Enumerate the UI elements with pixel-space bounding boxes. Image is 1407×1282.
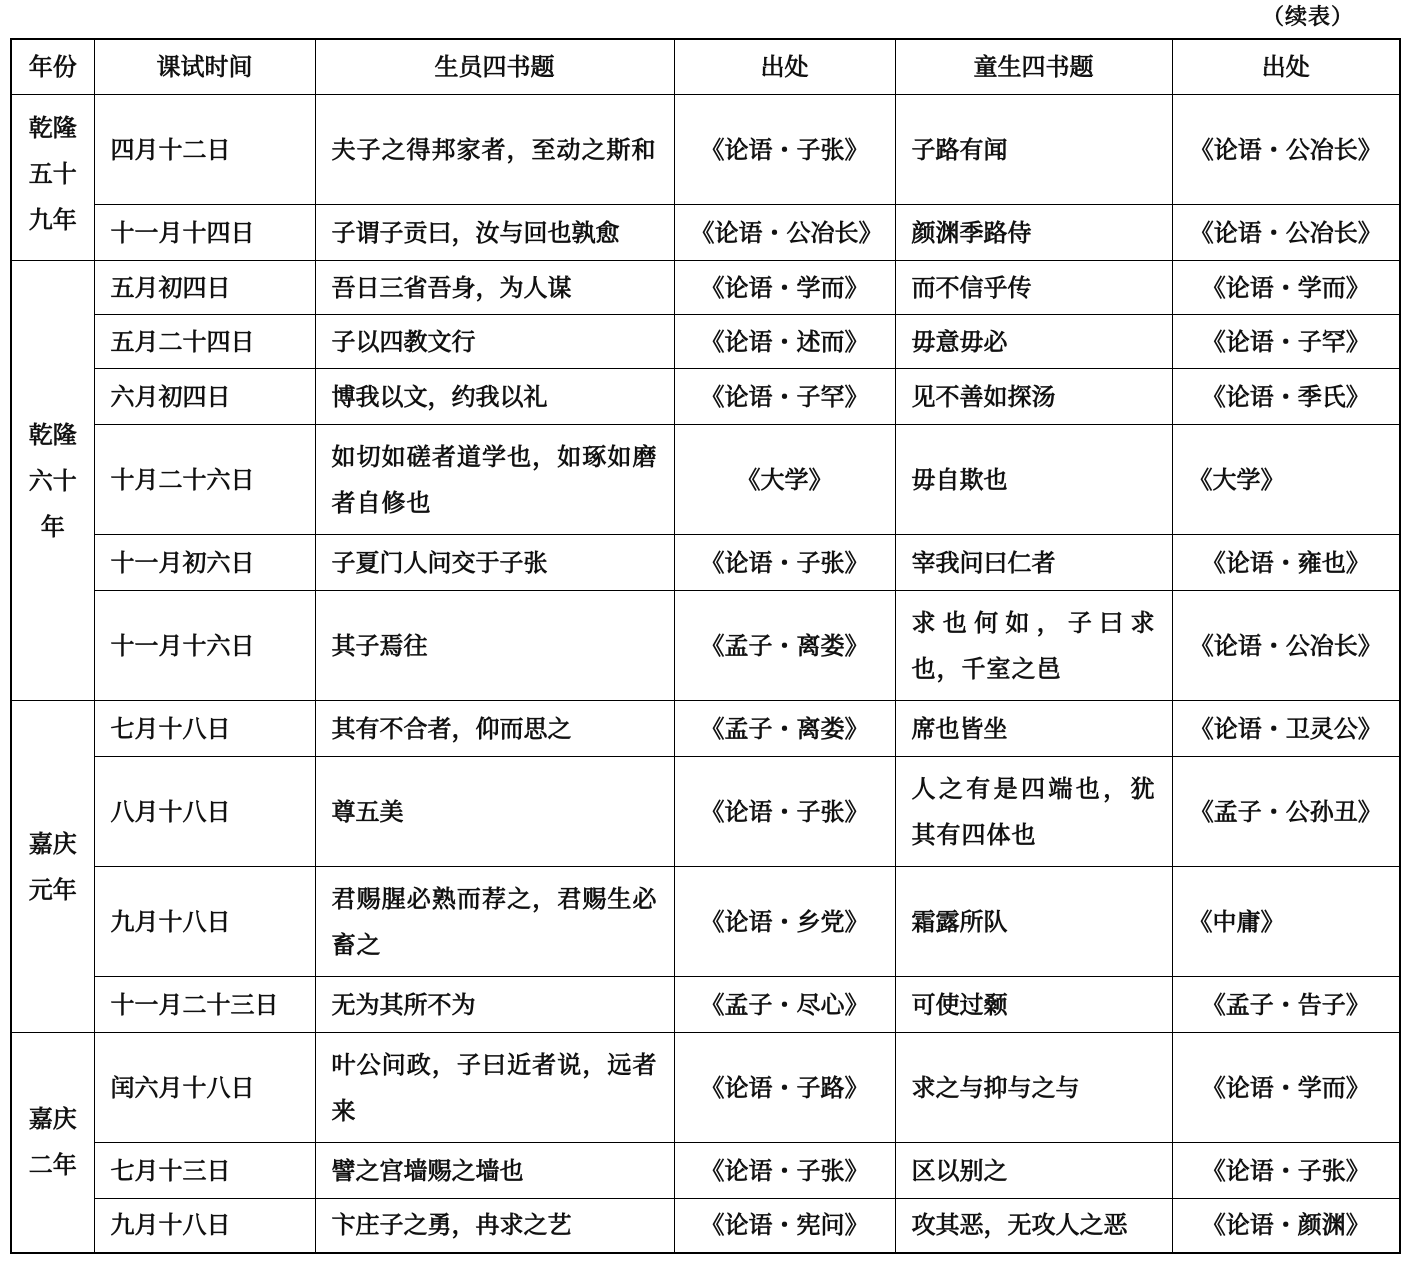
year-cell: 嘉庆元年 bbox=[11, 701, 94, 1033]
source-cell: 《论语・公冶长》 bbox=[1172, 205, 1400, 261]
tongsheng-topic-cell: 毋自欺也 bbox=[895, 425, 1172, 535]
date-cell: 六月初四日 bbox=[94, 369, 315, 425]
shengyuan-topic-cell: 卞庄子之勇，冉求之艺 bbox=[315, 1199, 674, 1253]
table-row bbox=[11, 701, 1400, 757]
source-cell: 《论语・子张》 bbox=[674, 757, 895, 867]
table-row bbox=[11, 261, 1400, 315]
tongsheng-topic-cell: 子路有闻 bbox=[895, 95, 1172, 205]
continued-label: （续表） bbox=[1262, 4, 1355, 30]
source-cell: 《论语・公冶长》 bbox=[674, 205, 895, 261]
source-cell: 《中庸》 bbox=[1172, 867, 1400, 977]
table-row bbox=[11, 425, 1400, 535]
shengyuan-topic-cell: 其子焉往 bbox=[315, 591, 674, 701]
year-cell: 嘉庆二年 bbox=[11, 1033, 94, 1253]
tongsheng-topic-cell: 而不信乎传 bbox=[895, 261, 1172, 315]
tongsheng-topic-cell: 求也何如，子曰求也，千室之邑 bbox=[895, 591, 1172, 701]
exam-topics-table bbox=[10, 38, 1401, 1254]
source-cell: 《论语・雍也》 bbox=[1172, 535, 1400, 591]
table-row bbox=[11, 369, 1400, 425]
source-cell: 《论语・子罕》 bbox=[1172, 315, 1400, 369]
year-cell: 乾隆五十九年 bbox=[11, 95, 94, 261]
tongsheng-topic-cell: 颜渊季路侍 bbox=[895, 205, 1172, 261]
shengyuan-topic-cell: 无为其所不为 bbox=[315, 977, 674, 1033]
source-cell: 《论语・颜渊》 bbox=[1172, 1199, 1400, 1253]
tongsheng-topic-cell: 宰我问曰仁者 bbox=[895, 535, 1172, 591]
tongsheng-topic-cell: 可使过颡 bbox=[895, 977, 1172, 1033]
year-cell: 乾隆六十年 bbox=[11, 261, 94, 701]
source-cell: 《论语・学而》 bbox=[1172, 261, 1400, 315]
source-cell: 《论语・卫灵公》 bbox=[1172, 701, 1400, 757]
shengyuan-topic-cell: 子夏门人问交于子张 bbox=[315, 535, 674, 591]
shengyuan-topic-cell: 博我以文，约我以礼 bbox=[315, 369, 674, 425]
source-cell: 《论语・宪问》 bbox=[674, 1199, 895, 1253]
source-cell: 《孟子・尽心》 bbox=[674, 977, 895, 1033]
source-cell: 《论语・公冶长》 bbox=[1172, 591, 1400, 701]
shengyuan-topic-cell: 子以四教文行 bbox=[315, 315, 674, 369]
date-cell: 五月二十四日 bbox=[94, 315, 315, 369]
shengyuan-topic-cell: 吾日三省吾身，为人谋 bbox=[315, 261, 674, 315]
table-row bbox=[11, 977, 1400, 1033]
date-cell: 九月十八日 bbox=[94, 867, 315, 977]
source-cell: 《论语・公冶长》 bbox=[1172, 95, 1400, 205]
source-cell: 《论语・述而》 bbox=[674, 315, 895, 369]
table-row bbox=[11, 867, 1400, 977]
shengyuan-topic-cell: 叶公问政，子曰近者说，远者来 bbox=[315, 1033, 674, 1143]
tongsheng-topic-cell: 人之有是四端也，犹其有四体也 bbox=[895, 757, 1172, 867]
tongsheng-topic-cell: 席也皆坐 bbox=[895, 701, 1172, 757]
shengyuan-topic-cell: 尊五美 bbox=[315, 757, 674, 867]
date-cell: 闰六月十八日 bbox=[94, 1033, 315, 1143]
header-source: 出处 bbox=[674, 39, 895, 95]
tongsheng-topic-cell: 求之与抑与之与 bbox=[895, 1033, 1172, 1143]
table-row bbox=[11, 1199, 1400, 1253]
source-cell: 《论语・子张》 bbox=[674, 1143, 895, 1199]
date-cell: 五月初四日 bbox=[94, 261, 315, 315]
shengyuan-topic-cell: 譬之宫墙赐之墙也 bbox=[315, 1143, 674, 1199]
source-cell: 《论语・子张》 bbox=[674, 535, 895, 591]
date-cell: 十一月十四日 bbox=[94, 205, 315, 261]
shengyuan-topic-cell: 君赐腥必熟而荐之，君赐生必畜之 bbox=[315, 867, 674, 977]
shengyuan-topic-cell: 其有不合者，仰而思之 bbox=[315, 701, 674, 757]
date-cell: 七月十三日 bbox=[94, 1143, 315, 1199]
header-shengyuan-topic: 生员四书题 bbox=[315, 39, 674, 95]
shengyuan-topic-cell: 如切如磋者道学也，如琢如磨者自修也 bbox=[315, 425, 674, 535]
source-cell: 《论语・季氏》 bbox=[1172, 369, 1400, 425]
source-cell: 《论语・子张》 bbox=[674, 95, 895, 205]
source-cell: 《论语・子路》 bbox=[674, 1033, 895, 1143]
source-cell: 《论语・子罕》 bbox=[674, 369, 895, 425]
tongsheng-topic-cell: 毋意毋必 bbox=[895, 315, 1172, 369]
date-cell: 八月十八日 bbox=[94, 757, 315, 867]
date-cell: 九月十八日 bbox=[94, 1199, 315, 1253]
tongsheng-topic-cell: 见不善如探汤 bbox=[895, 369, 1172, 425]
source-cell: 《孟子・离娄》 bbox=[674, 591, 895, 701]
table-row bbox=[11, 535, 1400, 591]
header-year: 年份 bbox=[11, 39, 94, 95]
table-row bbox=[11, 205, 1400, 261]
source-cell: 《论语・乡党》 bbox=[674, 867, 895, 977]
header-tongsheng-topic: 童生四书题 bbox=[895, 39, 1172, 95]
table-row bbox=[11, 95, 1400, 205]
table-row bbox=[11, 315, 1400, 369]
source-cell: 《论语・学而》 bbox=[674, 261, 895, 315]
table-row bbox=[11, 757, 1400, 867]
tongsheng-topic-cell: 区以别之 bbox=[895, 1143, 1172, 1199]
table-row bbox=[11, 591, 1400, 701]
date-cell: 十一月二十三日 bbox=[94, 977, 315, 1033]
source-cell: 《孟子・离娄》 bbox=[674, 701, 895, 757]
source-cell: 《论语・子张》 bbox=[1172, 1143, 1400, 1199]
source-cell: 《论语・学而》 bbox=[1172, 1033, 1400, 1143]
tongsheng-topic-cell: 霜露所队 bbox=[895, 867, 1172, 977]
source-cell: 《孟子・告子》 bbox=[1172, 977, 1400, 1033]
table-row bbox=[11, 1033, 1400, 1143]
date-cell: 十一月初六日 bbox=[94, 535, 315, 591]
source-cell: 《大学》 bbox=[674, 425, 895, 535]
tongsheng-topic-cell: 攻其恶，无攻人之恶 bbox=[895, 1199, 1172, 1253]
shengyuan-topic-cell: 子谓子贡曰，汝与回也孰愈 bbox=[315, 205, 674, 261]
source-cell: 《孟子・公孙丑》 bbox=[1172, 757, 1400, 867]
table-row bbox=[11, 1143, 1400, 1199]
header-source: 出处 bbox=[1172, 39, 1400, 95]
header-row bbox=[11, 39, 1400, 95]
date-cell: 十一月十六日 bbox=[94, 591, 315, 701]
date-cell: 十月二十六日 bbox=[94, 425, 315, 535]
header-exam-date: 课试时间 bbox=[94, 39, 315, 95]
date-cell: 四月十二日 bbox=[94, 95, 315, 205]
shengyuan-topic-cell: 夫子之得邦家者，至动之斯和 bbox=[315, 95, 674, 205]
source-cell: 《大学》 bbox=[1172, 425, 1400, 535]
date-cell: 七月十八日 bbox=[94, 701, 315, 757]
